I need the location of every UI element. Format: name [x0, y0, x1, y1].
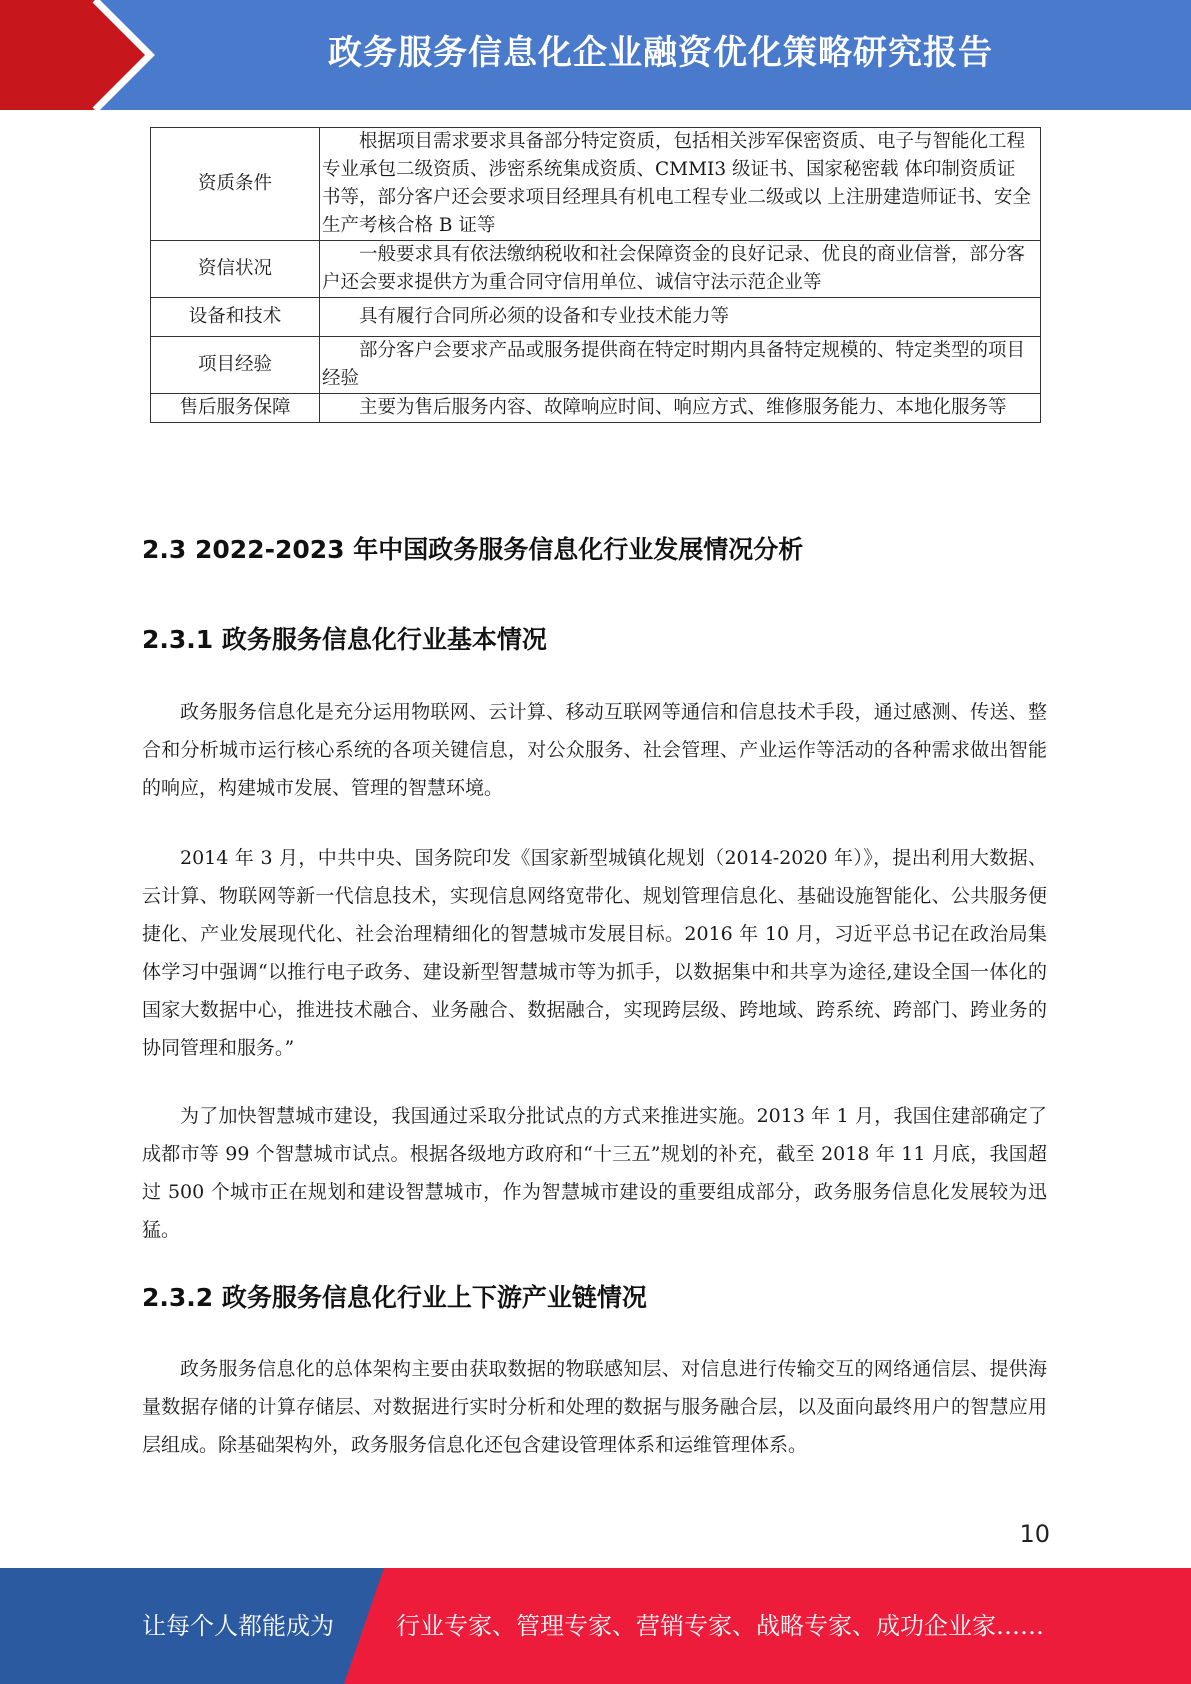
footer-slogan-right: 行业专家、管理专家、营销专家、战略专家、成功企业家…… [396, 1612, 1044, 1640]
page-header [0, 0, 1191, 110]
row-content: 部分客户会要求产品或服务提供商在特定时期内具备特定规模的、特定类型的项目经验 [322, 340, 1026, 389]
footer-slogan-left: 让每个人都能成为 [142, 1612, 334, 1640]
table-row [151, 298, 1041, 337]
row-content: 根据项目需求要求具备部分特定资质，包括相关涉军保密资质、电子与智能化工程专业承包二级资质、涉密系统集成资质、CMMI3 级证书、国家秘密载 体印制资质证书等，部分客户还会要求项目经理具有机电工程专业二级或以 上注册建造师证书、安全生产考核合格 B 证等 [322, 131, 1031, 236]
row-label: 设备和技术 [151, 298, 320, 337]
table-row [151, 394, 1041, 423]
section-heading-2-3-1: 2.3.1 政务服务信息化行业基本情况 [142, 625, 547, 654]
row-content: 一般要求具有依法缴纳税收和社会保障资金的良好记录、优良的商业信誉，部分客户还会要求提供方为重合同守信用单位、诚信守法示范企业等 [322, 244, 1026, 293]
header-chevron-decoration [0, 0, 160, 110]
row-content: 主要为售后服务内容、故障响应时间、响应方式、维修服务能力、本地化服务等 [359, 397, 1007, 418]
section-heading-2-3-2: 2.3.2 政务服务信息化行业上下游产业链情况 [142, 1283, 647, 1312]
row-label: 售后服务保障 [151, 394, 320, 423]
report-title: 政务服务信息化企业融资优化策略研究报告 [328, 33, 993, 73]
requirements-table [150, 127, 1041, 423]
paragraph: 为了加快智慧城市建设，我国通过采取分批试点的方式来推进实施。2013 年 1 月，我国住建部确定了成都市等 99 个智慧城市试点。根据各级地方政府和“十三五”规划的补充，截至 2018 年 11 月底，我国超过 500 个城市正在规划和建设智慧城市，作为智慧城市建设的重要组成部分，政务服务信息化发展较为迅猛。 [142, 1105, 1047, 1241]
table-row [151, 241, 1041, 298]
paragraph: 政务服务信息化的总体架构主要由获取数据的物联感知层、对信息进行传输交互的网络通信层、提供海量数据存储的计算存储层、对数据进行实时分析和处理的数据与服务融合层，以及面向最终用户的智慧应用层组成。除基础架构外，政务服务信息化还包含建设管理体系和运维管理体系。 [142, 1358, 1047, 1456]
row-label: 资信状况 [151, 241, 320, 298]
row-label: 资质条件 [151, 128, 320, 241]
row-label: 项目经验 [151, 337, 320, 394]
table-row [151, 337, 1041, 394]
section-heading-2-3: 2.3 2022-2023 年中国政务服务信息化行业发展情况分析 [142, 535, 804, 564]
paragraph: 2014 年 3 月，中共中央、国务院印发《国家新型城镇化规划（2014-2020 年）》，提出利用大数据、云计算、物联网等新一代信息技术，实现信息网络宽带化、规划管理信息化、基础设施智能化、公共服务便捷化、产业发展现代化、社会治理精细化的智慧城市发展目标。2016 年 10 月，习近平总书记在政治局集体学习中强调“以推行电子政务、建设新型智慧城市等为抓手，以数据集中和共享为途径,建设全国一体化的国家大数据中心，推进技术融合、业务融合、数据融合，实现跨层级、跨地域、跨系统、跨部门、跨业务的协同管理和服务。” [142, 847, 1047, 1059]
page-number: 10 [1019, 1520, 1050, 1548]
paragraph: 政务服务信息化是充分运用物联网、云计算、移动互联网等通信和信息技术手段，通过感测、传送、整合和分析城市运行核心系统的各项关键信息，对公众服务、社会管理、产业运作等活动的各种需求做出智能的响应，构建城市发展、管理的智慧环境。 [142, 701, 1047, 799]
row-content: 具有履行合同所必须的设备和专业技术能力等 [359, 306, 730, 327]
page-footer [0, 1568, 1191, 1684]
table-row [151, 128, 1041, 241]
